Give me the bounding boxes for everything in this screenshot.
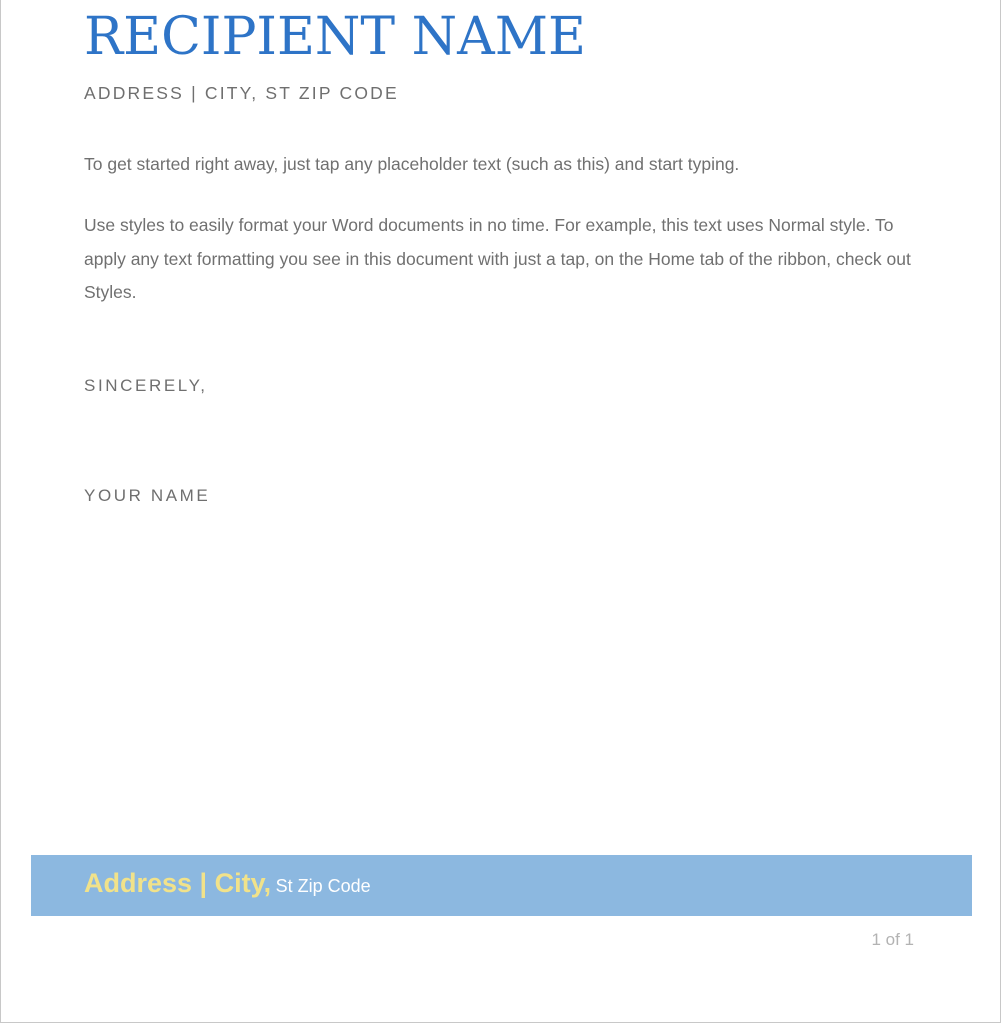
footer-address-city: Address | City, — [84, 868, 272, 898]
footer-band — [31, 855, 972, 916]
signature-name[interactable]: YOUR NAME — [84, 486, 211, 505]
footer-zip: St Zip Code — [275, 876, 371, 896]
recipient-name-heading[interactable]: RECIPIENT NAME — [84, 7, 586, 67]
page-indicator: 1 of 1 — [871, 930, 914, 949]
footer-address[interactable] — [84, 868, 371, 899]
recipient-address-line[interactable]: ADDRESS | CITY, ST ZIP CODE — [84, 83, 399, 103]
closing-salutation[interactable]: SINCERELY, — [84, 376, 208, 395]
body-paragraph-1[interactable]: To get started right away, just tap any placeholder text (such as this) and start typing. — [84, 154, 740, 174]
body-paragraph-2[interactable]: Use styles to easily format your Word documents in no time. For example, this text uses Normal style. To apply any text formatting you see in this document with just a tap, on the Home tab of the ribbon, check out Styles. — [84, 215, 911, 302]
